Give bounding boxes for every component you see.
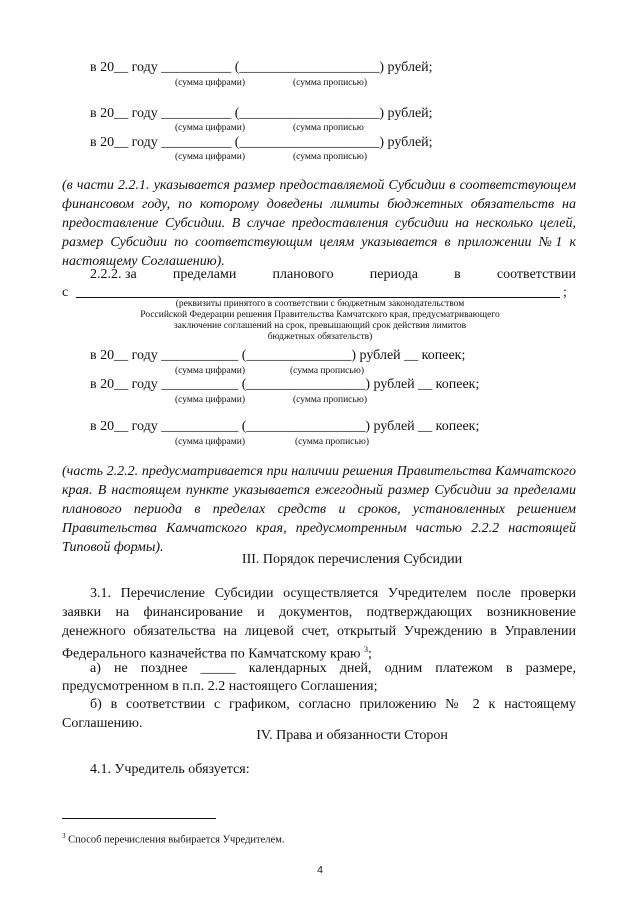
requisites-line	[76, 297, 560, 298]
footnote	[62, 830, 284, 847]
caption-words: (сумма прописью)	[290, 366, 364, 376]
note-221-line: размер Субсидии по соответствующим целям указывается в приложении №1 к	[62, 235, 576, 250]
page-number: 4	[317, 864, 323, 876]
clause-222-with: с	[62, 285, 69, 300]
clause-31b-line: б) в соответствии с графиком, согласно приложению № 2 к настоящему	[90, 697, 576, 712]
caption-words: (сумма прописью)	[295, 437, 369, 447]
clause-31-line: денежного обязательства на лицевой счет, открытый Учреждению в Управлении	[62, 624, 576, 639]
note-222-line: Типовой формы).	[62, 540, 164, 555]
note-222-line: Правительства Камчатского края, предусмотренным частью 2.2.2 настоящей	[62, 521, 576, 536]
clause-31-text: Федерального казначейства по Камчатскому краю	[62, 646, 361, 662]
caption-digits: (сумма цифрами)	[175, 395, 245, 405]
note-221-line: предоставление Субсидии. В случае предоставления субсидии на несколько целей,	[62, 216, 576, 231]
clause-222-end: ;	[563, 285, 567, 300]
clause-222-word: периода	[369, 267, 418, 282]
clause-41: 4.1. Учредитель обязуется:	[90, 762, 250, 777]
caption-words: (сумма прописью)	[293, 78, 367, 88]
clause-222-word: планового	[272, 267, 334, 282]
requisites-caption: Российской Федерации решения Правительства Камчатского края, предусматривающего	[140, 310, 500, 320]
note-222-line: планового периода в пределах средств и сроков, установленных решением	[62, 502, 576, 517]
requisites-caption: заключение соглашений на срок, превышающий срок действия лимитов	[173, 321, 467, 331]
year-row: в 20__ году ___________ (_______________) рублей __ копеек;	[90, 348, 466, 363]
year-row: в 20__ году __________ (____________________) рублей;	[90, 60, 433, 75]
year-row: в 20__ году __________ (____________________) рублей;	[90, 135, 433, 150]
note-222-line: (часть 2.2.2. предусматривается при наличии решения Правительства Камчатского	[62, 464, 576, 479]
footnote-separator	[62, 818, 216, 819]
clause-31-line: заявки на финансирование и документов, подтверждающих возникновение	[62, 605, 576, 620]
year-row: в 20__ году ___________ (_________________) рублей __ копеек;	[90, 377, 480, 392]
clause-222-word: в	[454, 267, 461, 282]
caption-digits: (сумма цифрами)	[175, 152, 245, 162]
caption-words: (сумма прописью	[293, 123, 364, 133]
caption-digits: (сумма цифрами)	[175, 123, 245, 133]
footnote-marker: 3	[62, 832, 66, 840]
section-3-heading: III. Порядок перечисления Субсидии	[241, 552, 463, 567]
caption-digits: (сумма цифрами)	[175, 78, 245, 88]
year-row: в 20__ году ___________ (_________________) рублей __ копеек;	[90, 419, 480, 434]
clause-222	[90, 267, 576, 283]
caption-digits: (сумма цифрами)	[175, 437, 245, 447]
year-row: в 20__ году __________ (____________________) рублей;	[90, 106, 433, 121]
clause-222-word: соответствии	[496, 267, 576, 282]
note-222-line: края. В настоящем пункте указывается ежегодный размер Субсидии за пределами	[62, 483, 576, 498]
clause-222-word: 2.2.2. за	[90, 267, 137, 282]
clause-31a-line: предусмотренном в п.п. 2.2 настоящего Соглашения;	[62, 679, 378, 694]
clause-31a-line: а) не позднее _____ календарных дней, одним платежом в размере,	[90, 661, 576, 676]
clause-222-word: пределами	[172, 267, 237, 282]
caption-words: (сумма прописью)	[293, 152, 367, 162]
footnote-text: Способ перечисления выбирается Учредителем.	[68, 834, 285, 846]
requisites-caption: бюджетных обязательств)	[267, 332, 373, 342]
caption-digits: (сумма цифрами)	[175, 366, 245, 376]
clause-31-end: ;	[368, 646, 372, 662]
clause-31-line: 3.1. Перечисление Субсидии осуществляется Учредителем после проверки	[90, 586, 576, 601]
footnote-ref: 3	[364, 645, 368, 654]
note-221-line: (в части 2.2.1. указывается размер предоставляемой Субсидии в соответствующем	[62, 178, 576, 193]
section-4-heading: IV. Права и обязанности Сторон	[256, 728, 448, 743]
clause-31-line-last	[62, 642, 372, 663]
clause-31b-line: Соглашению.	[62, 716, 143, 731]
caption-words: (сумма прописью)	[293, 395, 367, 405]
requisites-caption: (реквизиты принятого в соответствии с бюджетным законодательством	[175, 299, 465, 309]
note-221-line: финансовом году, по которому доведены лимиты бюджетных обязательств на	[62, 197, 576, 212]
note-221-line: настоящему Соглашению).	[62, 254, 225, 269]
